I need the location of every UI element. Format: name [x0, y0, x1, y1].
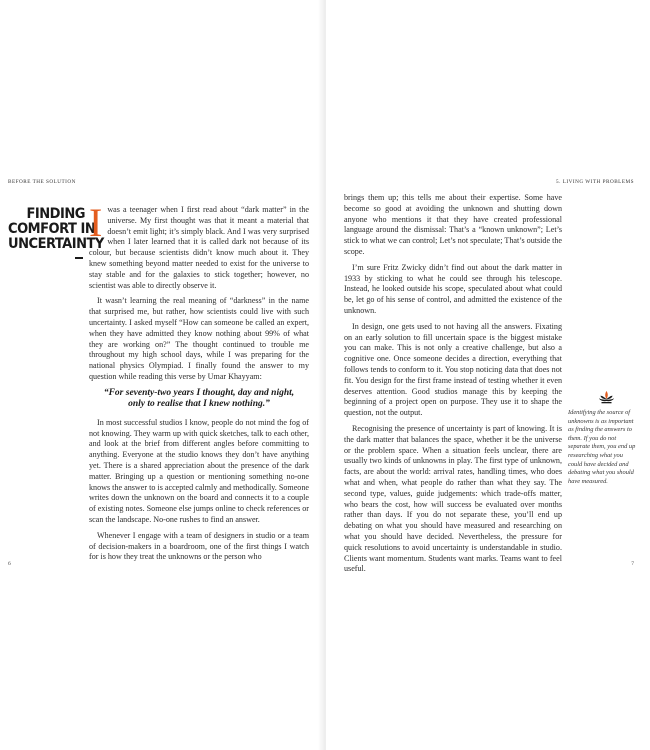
body-paragraph: In design, one gets used to not having all the answers. Fixating on an early solution to fill uncertain space is the biggest mistake you can make. This is not only a creative challenge, but also a cognitive one. Once someone decides a direction, everything that follows tends to conform to it. You stop noticing data that does not fit. You design for the first frame instead of testing whether it even deserves attention. Good studios manage this by keeping the beginning of a project open on purpose. They use it to shape the question, not the output. [344, 321, 562, 418]
body-paragraph: It wasn’t learning the real meaning of “darkness” in the name that surprised me, but rather, how scientists could live with such uncertainty. I asked myself “How can someone be called an expert, when they have admitted they know nothing about 99% of what they are working on?” The thought continued to trouble me throughout my high school days, while I was preparing for the national physics Olympiad. I finally found the answer to my question while reading this verse by Umar Khayyam: [89, 296, 309, 381]
chapter-title [8, 206, 104, 259]
right-page [326, 0, 650, 750]
chapter-title-line-3: UNCERTAINTY [8, 236, 104, 252]
page-number-right: 7 [631, 561, 634, 567]
body-paragraph: brings them up; this tells me about their expertise. Some have become so good at avoiding the unknown and shutting down anyone who mentions it that they have created professional language around the dismissal: That’s a “known unknown”; Let’s stick to what we can control; Let’s not speculate; That’s outside the scope. [344, 193, 562, 256]
left-page [0, 0, 324, 750]
margin-note: Identifying the source of unknowns is as important as finding the answers to them. If you do not separate them, you end up researching what you could have decided and debating what you should have measured. [568, 409, 636, 485]
body-paragraph [89, 200, 309, 291]
paragraph-text: was a teenager when I first read about “dark matter” in the universe. My first thought was that it meant a material that doesn’t emit light; it’s simply black. And I was very surprised when I later learned that it is called dark not because of its colour, but because scientists didn’t know much about it. They knew something beyond matter needed to exist for the universe to stay stable and for the galaxies to stick together; however, no scientist was able to directly observe it. [89, 205, 309, 290]
body-paragraph: I’m sure Fritz Zwicky didn’t find out about the dark matter in 1933 by sticking to what he could see through his telescope. Instead, he looked outside his scope, speculated about what could be, let go of his sense of control, and admitted the existence of the unknown. [344, 262, 562, 315]
title-dash [75, 257, 83, 259]
left-body-column [89, 200, 309, 568]
running-head-right: 5. LIVING WITH PROBLEMS [556, 179, 634, 185]
page-number-left: 6 [8, 561, 11, 567]
body-paragraph: Recognising the presence of uncertainty is part of knowing. It is the dark matter that balances the space, whether it be the universe or the problem space. When a situation feels unclear, there are usually two kinds of unknowns in play. The first type of unknown, facts, are about the world: arrival rates, handling times, who does what and when, what people do rather than what they say. The second type, values, guide judgements: which trade-offs matter, who bears the cost, how will success be evaluated over months rather than days. If you do not separate these, you’ll end up debating on what you should have measured and researching on what you should have decided. Nevertheless, the pressure for quick resolutions to avoid uncertainty is understandable in studio. Clients want momentum. Students want marks. Teams want to feel useful. [344, 423, 562, 574]
right-body-column [344, 193, 562, 580]
body-paragraph: In most successful studios I know, people do not mind the fog of not knowing. They warm up with quick sketches, talk to each other, and look at the brief from different angles before committing to anything. Everyone at the studio knows they don’t have anything yet. There is a shared appreciation about the presence of the dark matter. Bringing up a question or mentioning something no-one knows the answer to is accepted calmly and methodically. Someone writes down the unknown on the board and connects it to a couple of existing notes. Someone else jumps online to check references or scan the landscape. No-one rushes to find an answer. [89, 417, 309, 524]
running-head-left: BEFORE THE SOLUTION [8, 179, 76, 185]
chapter-title-line-2: COMFORT IN [8, 221, 96, 237]
drop-cap: I [89, 200, 103, 245]
pull-quote: “For seventy-two years I thought, day and night, only to realise that I knew nothing.” [103, 387, 295, 410]
chapter-title-line-1: FINDING [26, 206, 85, 222]
lotus-icon [598, 390, 615, 404]
body-paragraph: Whenever I engage with a team of designers in studio or a team of decision-makers in a boardroom, one of the first things I watch for is how they treat the unknowns or the person who [89, 530, 309, 562]
